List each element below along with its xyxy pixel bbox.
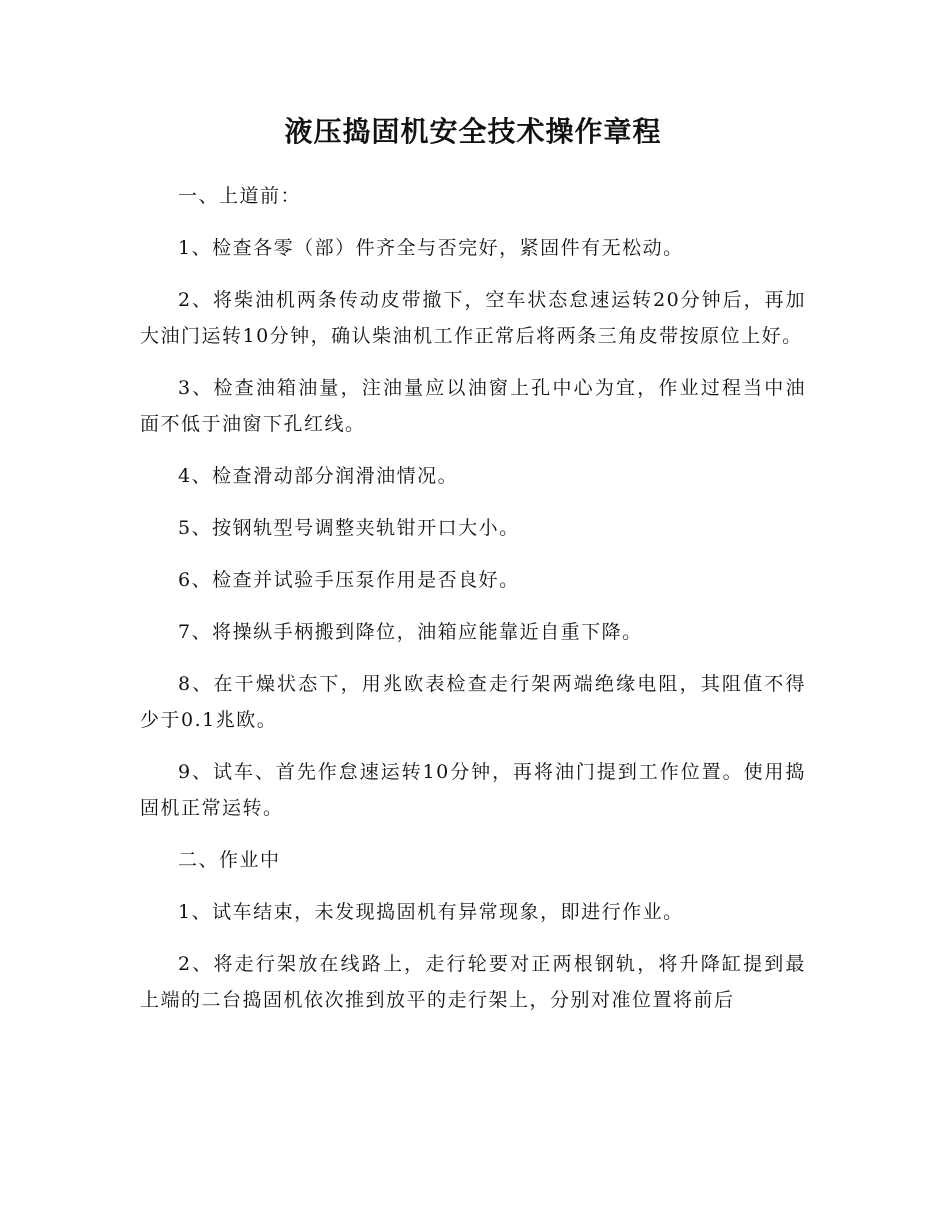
document-page — [140, 112, 806, 1034]
paragraph-item: 8、在干燥状态下，用兆欧表检查走行架两端绝缘电阻，其阻值不得少于0.1兆欧。 — [140, 673, 806, 731]
paragraph-item: 9、试车、首先作怠速运转10分钟，再将油门提到工作位置。使用捣固机正常运转。 — [140, 761, 806, 819]
paragraph-item: 2、将柴油机两条传动皮带撤下，空车状态怠速运转20分钟后，再加大油门运转10分钟，确认柴油机工作正常后将两条三角皮带按原位上好。 — [140, 289, 806, 347]
paragraph-item: 7、将操纵手柄搬到降位，油箱应能靠近自重下降。 — [178, 621, 643, 643]
section-heading-before-work: 一、上道前： — [178, 185, 302, 207]
paragraph-item: 6、检查并试验手压泵作用是否良好。 — [178, 569, 520, 591]
paragraph-item: 1、检查各零（部）件齐全与否完好，紧固件有无松动。 — [178, 237, 684, 259]
paragraph-item: 2、将走行架放在线路上，走行轮要对正两根钢轨，将升降缸提到最上端的二台捣固机依次推到放平的走行架上，分别对准位置将前后 — [140, 953, 806, 1011]
paragraph-item: 4、检查滑动部分润滑油情况。 — [178, 465, 459, 487]
section-heading-during-work: 二、作业中 — [178, 849, 281, 871]
paragraph-item: 1、试车结束，未发现捣固机有异常现象，即进行作业。 — [178, 901, 684, 923]
document-title: 液压捣固机安全技术操作章程 — [284, 115, 662, 148]
paragraph-item: 3、检查油箱油量，注油量应以油窗上孔中心为宜，作业过程当中油面不低于油窗下孔红线。 — [140, 377, 806, 435]
paragraph-item: 5、按钢轨型号调整夹轨钳开口大小。 — [178, 517, 520, 539]
